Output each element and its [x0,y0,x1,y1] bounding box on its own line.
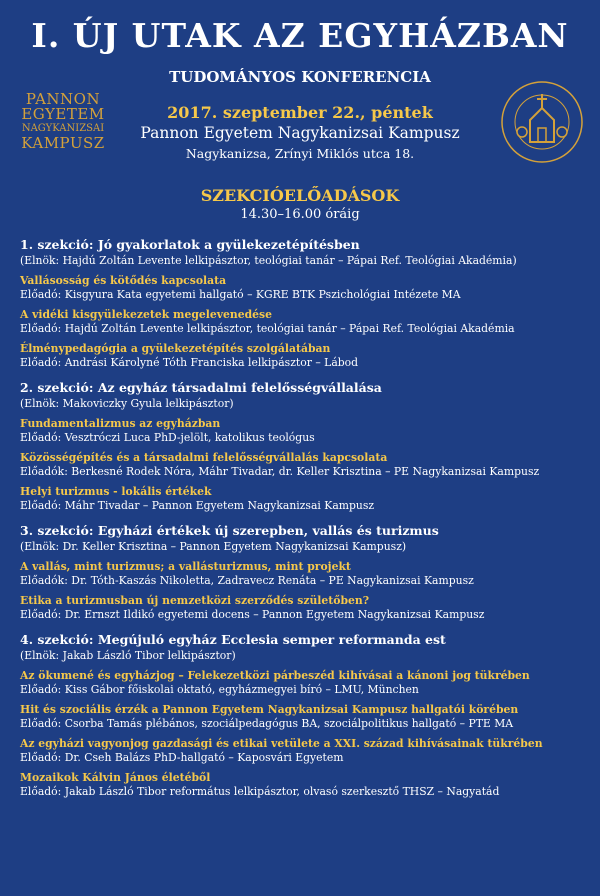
talk-item [20,669,592,697]
conference-title: I. ÚJ UTAK AZ EGYHÁZBAN [31,16,569,55]
talk-title: Fundamentalizmus az egyházban [20,417,221,430]
talk-item [20,451,592,479]
session-title: 3. szekció: Egyházi értékek új szerepben, vallás és turizmus [20,523,439,538]
conference-subtitle: TUDOMÁNYOS KONFERENCIA [169,68,431,86]
logo-line-3: NAGYKANIZSAI [21,123,105,134]
talk-speaker: Előadó: Kisgyura Kata egyetemi hallgató – KGRE BTK Pszichológiai Intézete MA [20,288,461,301]
session-2 [20,379,592,513]
talk-title: Közösségépítés és a társadalmi felelősségvállalás kapcsolata [20,451,388,464]
session-chair: (Elnök: Makoviczky Gyula lelkipásztor) [20,397,234,410]
talk-item [20,417,592,445]
talk-title: Az egyházi vagyonjog gazdasági és etikai vetülete a XXI. század kihívásainak tükrében [20,737,543,750]
talk-speaker: Előadó: Máhr Tivadar – Pannon Egyetem Nagykanizsai Kampusz [20,499,375,512]
talk-title: A vidéki kisgyülekezetek megelevenedése [20,308,272,321]
logo-line-1: PANNON [25,90,101,108]
talk-item [20,342,592,370]
session-chair: (Elnök: Dr. Keller Krisztina – Pannon Egyetem Nagykanizsai Kampusz) [20,540,407,553]
talk-speaker: Előadó: Andrási Károlyné Tóth Franciska lelkipásztor – Lábod [20,356,359,369]
talk-speaker: Előadó: Kiss Gábor főiskolai oktató, egyházmegyei bíró – LMU, München [20,683,419,696]
talk-item [20,308,592,336]
talk-speaker: Előadók: Berkesné Rodek Nóra, Máhr Tivadar, dr. Keller Krisztina – PE Nagykanizsai Kampusz [20,465,540,478]
talk-speaker: Előadó: Csorba Tamás plébános, szociálpedagógus BA, szociálpolitikus hallgató – PTE MA [20,717,514,730]
program-list [20,236,592,808]
talk-title: Vallásosság és kötődés kapcsolata [20,274,227,287]
talk-item [20,274,592,302]
talk-speaker: Előadók: Dr. Tóth-Kaszás Nikoletta, Zadravecz Renáta – PE Nagykanizsai Kampusz [20,574,474,587]
talk-item [20,560,592,588]
program-heading: SZEKCIÓELŐADÁSOK [200,186,400,205]
session-title: 2. szekció: Az egyház társadalmi felelősségvállalása [20,380,382,395]
talk-item [20,737,592,765]
talk-speaker: Előadó: Vesztróczi Luca PhD-jelölt, katolikus teológus [20,431,315,444]
talk-speaker: Előadó: Hajdú Zoltán Levente lelkipásztor, teológiai tanár – Pápai Ref. Teológiai Akadémia [20,322,515,335]
talk-speaker: Előadó: Dr. Ernszt Ildikó egyetemi docens – Pannon Egyetem Nagykanizsai Kampusz [20,608,485,621]
talk-title: Az ökumené és egyházjog – Felekezetközi párbeszéd kihívásai a kánoni jog tükrében [20,669,530,682]
conference-address: Nagykanizsa, Zrínyi Miklós utca 18. [185,146,415,161]
talk-speaker: Előadó: Jakab László Tibor református lelkipásztor, olvasó szerkesztő THSZ – Nagyatád [20,785,500,798]
session-1 [20,236,592,370]
conference-date: 2017. szeptember 22., péntek [167,103,433,122]
talk-title: Hit és szociális érzék a Pannon Egyetem Nagykanizsai Kampusz hallgatói körében [20,703,519,716]
session-chair: (Elnök: Hajdú Zoltán Levente lelkipásztor, teológiai tanár – Pápai Ref. Teológiai Akadémia) [20,254,517,267]
talk-item [20,771,592,799]
talk-title: A vallás, mint turizmus; a vallásturizmus, mint projekt [20,560,351,573]
talk-speaker: Előadó: Dr. Cseh Balázs PhD-hallgató – Kaposvári Egyetem [20,751,344,764]
talk-item [20,703,592,731]
session-title: 1. szekció: Jó gyakorlatok a gyülekezetépítésben [20,237,360,252]
program-time: 14.30–16.00 óráig [240,207,360,222]
session-chair: (Elnök: Jakab László Tibor lelkipásztor) [20,649,236,662]
logo-line-4: KAMPUSZ [21,134,105,152]
logo-line-2: EGYETEM [21,105,105,123]
talk-title: Helyi turizmus - lokális értékek [20,485,212,498]
talk-title: Etika a turizmusban új nemzetközi szerződés születőben? [20,594,370,607]
talk-item [20,485,592,513]
session-4 [20,631,592,799]
talk-title: Mozaikok Kálvin János életéből [20,771,211,784]
conference-venue: Pannon Egyetem Nagykanizsai Kampusz [140,124,460,142]
session-3 [20,522,592,622]
session-title: 4. szekció: Megújuló egyház Ecclesia semper reformanda est [20,632,446,647]
talk-item [20,594,592,622]
talk-title: Élménypedagógia a gyülekezetépítés szolgálatában [20,342,331,355]
